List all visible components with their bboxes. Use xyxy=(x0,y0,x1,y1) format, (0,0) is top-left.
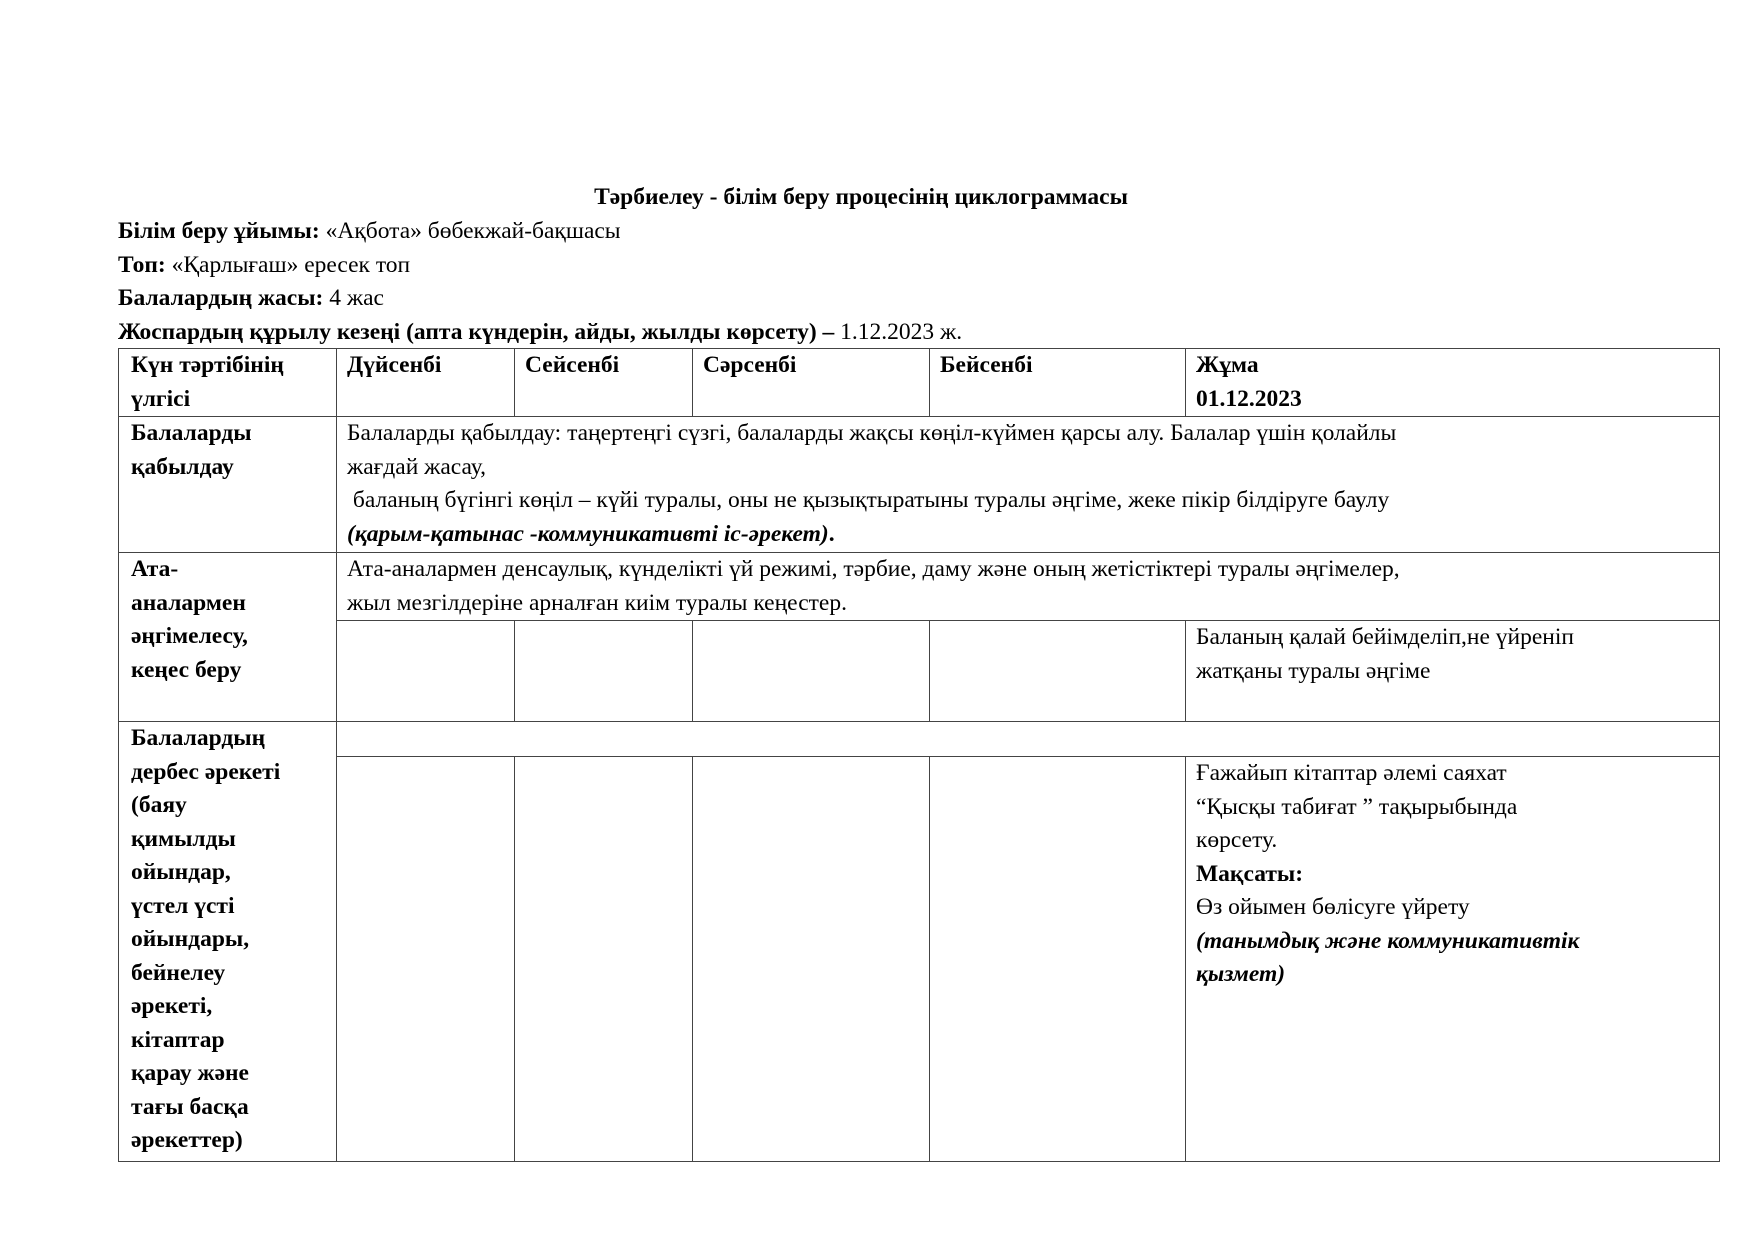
row-parents-label-line4: кеңес беру xyxy=(131,656,242,683)
row-activities-thursday xyxy=(930,757,1186,1162)
row-activities-label-line10: кітаптар xyxy=(131,1026,225,1053)
row-parents-label-line3: әңгімелесу, xyxy=(131,623,248,649)
row-activities-label-line12: тағы басқа xyxy=(131,1093,249,1120)
row-parents-label-line1: Ата- xyxy=(131,556,179,582)
header-friday-date: 01.12.2023 xyxy=(1196,385,1302,412)
row-parents-label xyxy=(119,553,337,722)
row-parents-wednesday xyxy=(693,621,930,722)
row-parents-text-line1: Ата-аналармен денсаулық, күнделікті үй режимі, тәрбие, даму және оның жетістіктері туралы әңгімелер, xyxy=(347,556,1400,582)
header-schedule-line1: Күн тәртібінің xyxy=(131,352,284,378)
row-activities-wednesday xyxy=(693,757,930,1162)
row-activities-label-line2: дербес әрекеті xyxy=(131,758,281,785)
header-tuesday: Сейсенбі xyxy=(515,349,693,417)
row-activities-days xyxy=(119,757,1720,1162)
row-reception-period: . xyxy=(828,520,835,547)
row-parents-friday-line2: жатқаны туралы әңгіме xyxy=(1196,657,1431,684)
row-activities-friday-goal-label: Мақсаты: xyxy=(1196,860,1304,887)
row-parents-friday-line1: Баланың қалай бейімделіп,не үйреніп xyxy=(1196,624,1574,650)
row-parents-days xyxy=(119,621,1720,722)
meta-age xyxy=(118,282,1718,316)
cyclogram-table xyxy=(118,348,1720,1162)
row-activities-friday-line2: “Қысқы табиғат ” тақырыбында xyxy=(1196,793,1518,820)
row-parents-tuesday xyxy=(515,621,693,722)
row-activities-label-line3: (баяу xyxy=(131,792,187,818)
row-activities-empty-band xyxy=(337,722,1720,757)
row-activities-friday-activity-type-line2: қызмет) xyxy=(1196,961,1286,987)
row-activities-friday-activity-type-line1: (танымдық және коммуникативтік xyxy=(1196,927,1580,954)
row-activities-tuesday xyxy=(515,757,693,1162)
row-activities-label-line1: Балалардың xyxy=(131,725,266,751)
org-value: «Ақбота» бөбекжай-бақшасы xyxy=(325,218,621,244)
org-label: Білім беру ұйымы: xyxy=(118,218,320,244)
row-reception-label xyxy=(119,417,337,553)
row-activities-label-line4: қимылды xyxy=(131,825,236,852)
row-parents-monday xyxy=(337,621,515,722)
header-friday-line1: Жұма xyxy=(1196,352,1259,378)
row-reception-activity-type: (қарым-қатынас -коммуникативті іс-әрекет) xyxy=(347,520,829,547)
row-activities-friday-line3: көрсету. xyxy=(1196,827,1278,853)
row-parents-friday xyxy=(1186,621,1720,722)
row-activities-label xyxy=(119,722,337,1162)
row-reception-text-line3: баланың бүгінгі көңіл – күйі туралы, оны не қызықтыратыны туралы әңгіме, жеке пікір білдіруге баулу xyxy=(347,487,1390,513)
row-activities-friday xyxy=(1186,757,1720,1162)
age-value: 4 жас xyxy=(329,285,384,311)
header-thursday: Бейсенбі xyxy=(930,349,1186,417)
row-parents-label-line2: аналармен xyxy=(131,589,246,616)
page-title: Тәрбиелеу - білім беру процесінің циклограммасы xyxy=(594,184,1128,210)
row-reception xyxy=(119,417,1720,553)
row-reception-text-line1: Балаларды қабылдау: таңертеңгі сүзгі, балаларды жақсы көңіл-күймен қарсы алу. Балалар үшін қолайлы xyxy=(347,420,1397,446)
row-reception-label-line2: қабылдау xyxy=(131,453,234,480)
row-reception-text-line4 xyxy=(347,518,1709,552)
period-label: Жоспардың құрылу кезеңі (апта күндерін, айды, жылды көрсету) – xyxy=(118,318,835,345)
row-activities-label-line6: үстел үсті xyxy=(131,892,235,919)
meta-organization xyxy=(118,215,1718,249)
row-parents-text-line2: жыл мезгілдеріне арналған киім туралы кеңестер. xyxy=(347,589,847,616)
document-meta xyxy=(118,215,1718,349)
age-label: Балалардың жасы: xyxy=(118,285,324,311)
header-wednesday: Сәрсенбі xyxy=(693,349,930,417)
row-reception-label-line1: Балаларды xyxy=(131,420,252,446)
header-row xyxy=(119,349,1720,417)
row-parents-text xyxy=(337,553,1720,621)
row-reception-text-line2: жағдай жасау, xyxy=(347,453,487,480)
row-activities-monday xyxy=(337,757,515,1162)
row-reception-text xyxy=(337,417,1720,553)
header-friday xyxy=(1186,349,1720,417)
header-schedule-line2: үлгісі xyxy=(131,385,191,412)
group-value: «Қарлығаш» ересек топ xyxy=(171,251,411,278)
row-activities xyxy=(119,722,1720,757)
row-parents xyxy=(119,553,1720,621)
row-activities-label-line7: ойындары, xyxy=(131,926,250,952)
header-schedule xyxy=(119,349,337,417)
row-activities-label-line11: қарау және xyxy=(131,1060,249,1086)
row-activities-label-line9: әрекеті, xyxy=(131,993,213,1019)
header-monday: Дүйсенбі xyxy=(337,349,515,417)
row-parents-thursday xyxy=(930,621,1186,722)
row-activities-label-line13: әрекеттер) xyxy=(131,1127,243,1153)
row-activities-friday-goal-text: Өз ойымен бөлісуге үйрету xyxy=(1196,894,1470,920)
row-activities-label-line5: ойындар, xyxy=(131,859,231,885)
row-activities-label-line8: бейнелеу xyxy=(131,959,226,986)
meta-period xyxy=(118,316,1718,350)
group-label: Топ: xyxy=(118,251,166,278)
row-activities-friday-line1: Ғажайып кітаптар әлемі саяхат xyxy=(1196,760,1507,786)
meta-group xyxy=(118,249,1718,283)
period-value: 1.12.2023 ж. xyxy=(840,318,963,345)
